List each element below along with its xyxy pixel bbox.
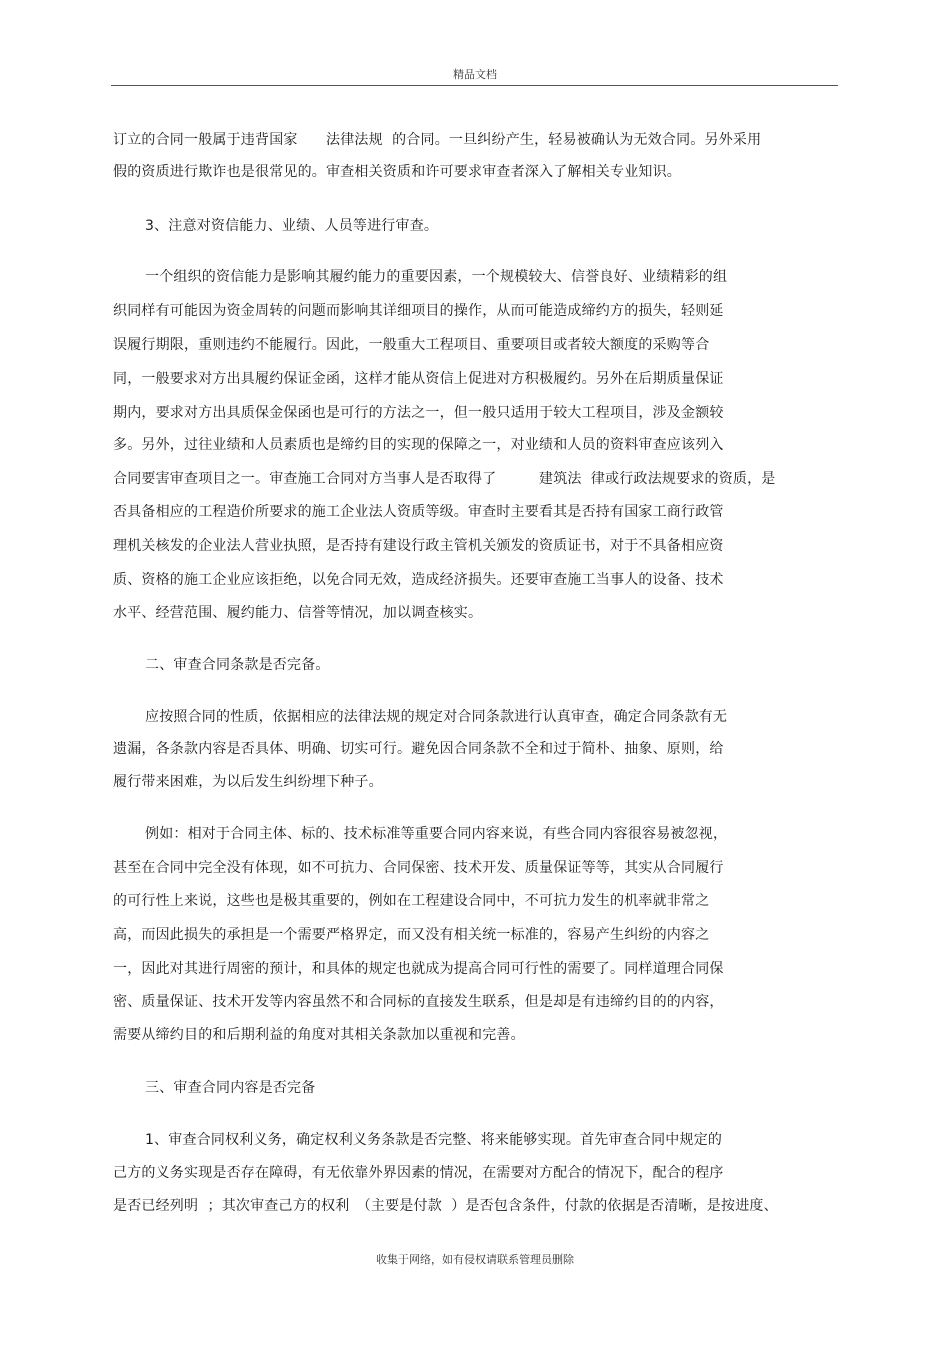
text-line: 需要从缔约目的和后期利益的角度对其相关条款加以重视和完善。	[113, 1027, 525, 1043]
text-line: 履行带来困难，为以后发生纠纷埋下种子。	[113, 774, 383, 790]
page-footer: 收集于网络，如有侵权请联系管理员删除	[376, 1253, 574, 1266]
text-line: 同，一般要求对方出具履约保证金函，这样才能从资信上促进对方积极履约。另外在后期质量保证	[113, 371, 724, 387]
text-line: 密、质量保证、技术开发等内容虽然不和合同标的直接发生联系，但是却是有违缔约目的的内容，	[113, 994, 724, 1010]
section-heading: 3、注意对资信能力、业绩、人员等进行审查。	[145, 218, 439, 234]
text-line: 高，而因此损失的承担是一个需要严格界定，而又没有相关统一标准的，容易产生纠纷的内容之	[113, 927, 710, 943]
header-title: 精品文档	[453, 68, 497, 81]
text-line: 假的资质进行欺诈也是很常见的。审查相关资质和许可要求审查者深入了解相关专业知识。	[113, 164, 681, 180]
header-divider	[111, 85, 838, 86]
text-line: 误履行期限，重则违约不能履行。因此，一般重大工程项目、重要项目或者较大额度的采购等合	[113, 337, 710, 353]
section-heading: 二、审查合同条款是否完备。	[145, 657, 330, 673]
text-line: 甚至在合同中完全没有体现，如不可抗力、合同保密、技术开发、质量保证等等，其实从合同履行	[113, 860, 724, 876]
text-line: 质、资格的施工企业应该拒绝，以免合同无效，造成经济损失。还要审查施工当事人的设备、技术	[113, 572, 724, 588]
text-line: 一，因此对其进行周密的预计，和具体的规定也就成为提高合同可行性的需要了。同样道理合同保	[113, 961, 724, 977]
text-line: 水平、经营范围、履约能力、信誉等情况，加以调查核实。	[113, 605, 483, 621]
text-line: 一个组织的资信能力是影响其履约能力的重要因素，一个规模较大、信誉良好、业绩精彩的组	[145, 269, 728, 285]
text-line: 合同要害审查项目之一。审查施工合同对方当事人是否取得了 建筑法 律或行政法规要求的资质，是	[113, 471, 776, 487]
text-line: 织同样有可能因为资金周转的问题而影响其详细项目的操作，从而可能造成缔约方的损失，轻则延	[113, 303, 724, 319]
text-line: 的可行性上来说，这些也是极其重要的，例如在工程建设合同中，不可抗力发生的机率就非常之	[113, 893, 710, 909]
text-line: 期内，要求对方出具质保金保函也是可行的方法之一，但一般只适用于较大工程项目，涉及金额较	[113, 405, 724, 421]
text-line: 理机关核发的企业法人营业执照，是否持有建设行政主管机关颁发的资质证书，对于不具备相应资	[113, 538, 724, 554]
text-line: 例如：相对于合同主体、标的、技术标准等重要合同内容来说，有些合同内容很容易被忽视，	[145, 826, 728, 842]
section-heading: 三、审查合同内容是否完备	[145, 1080, 316, 1096]
text-line: 遗漏，各条款内容是否具体、明确、切实可行。避免因合同条款不全和过于简朴、抽象、原则，给	[113, 741, 724, 757]
text-line: 多。另外，过往业绩和人员素质也是缔约目的实现的保障之一，对业绩和人员的资料审查应该列入	[113, 437, 724, 453]
text-line: 己方的义务实现是否存在障碍，有无依靠外界因素的情况，在需要对方配合的情况下，配合的程序	[113, 1165, 724, 1181]
text-line: 否具备相应的工程造价所要求的施工企业法人资质等级。审查时主要看其是否持有国家工商行政管	[113, 504, 724, 520]
text-line: 订立的合同一般属于违背国家 法律法规 的合同。一旦纠纷产生，轻易被确认为无效合同。另外采用	[113, 132, 762, 148]
text-line: 应按照合同的性质，依据相应的法律法规的规定对合同条款进行认真审查，确定合同条款有无	[145, 709, 728, 725]
text-line: 是否已经列明 ；其次审查己方的权利 （主要是付款 ）是否包含条件，付款的依据是否清晰，是按进度、	[113, 1198, 778, 1214]
text-line: 1、审查合同权利义务，确定权利义务条款是否完整、将来能够实现。首先审查合同中规定的	[145, 1132, 723, 1148]
